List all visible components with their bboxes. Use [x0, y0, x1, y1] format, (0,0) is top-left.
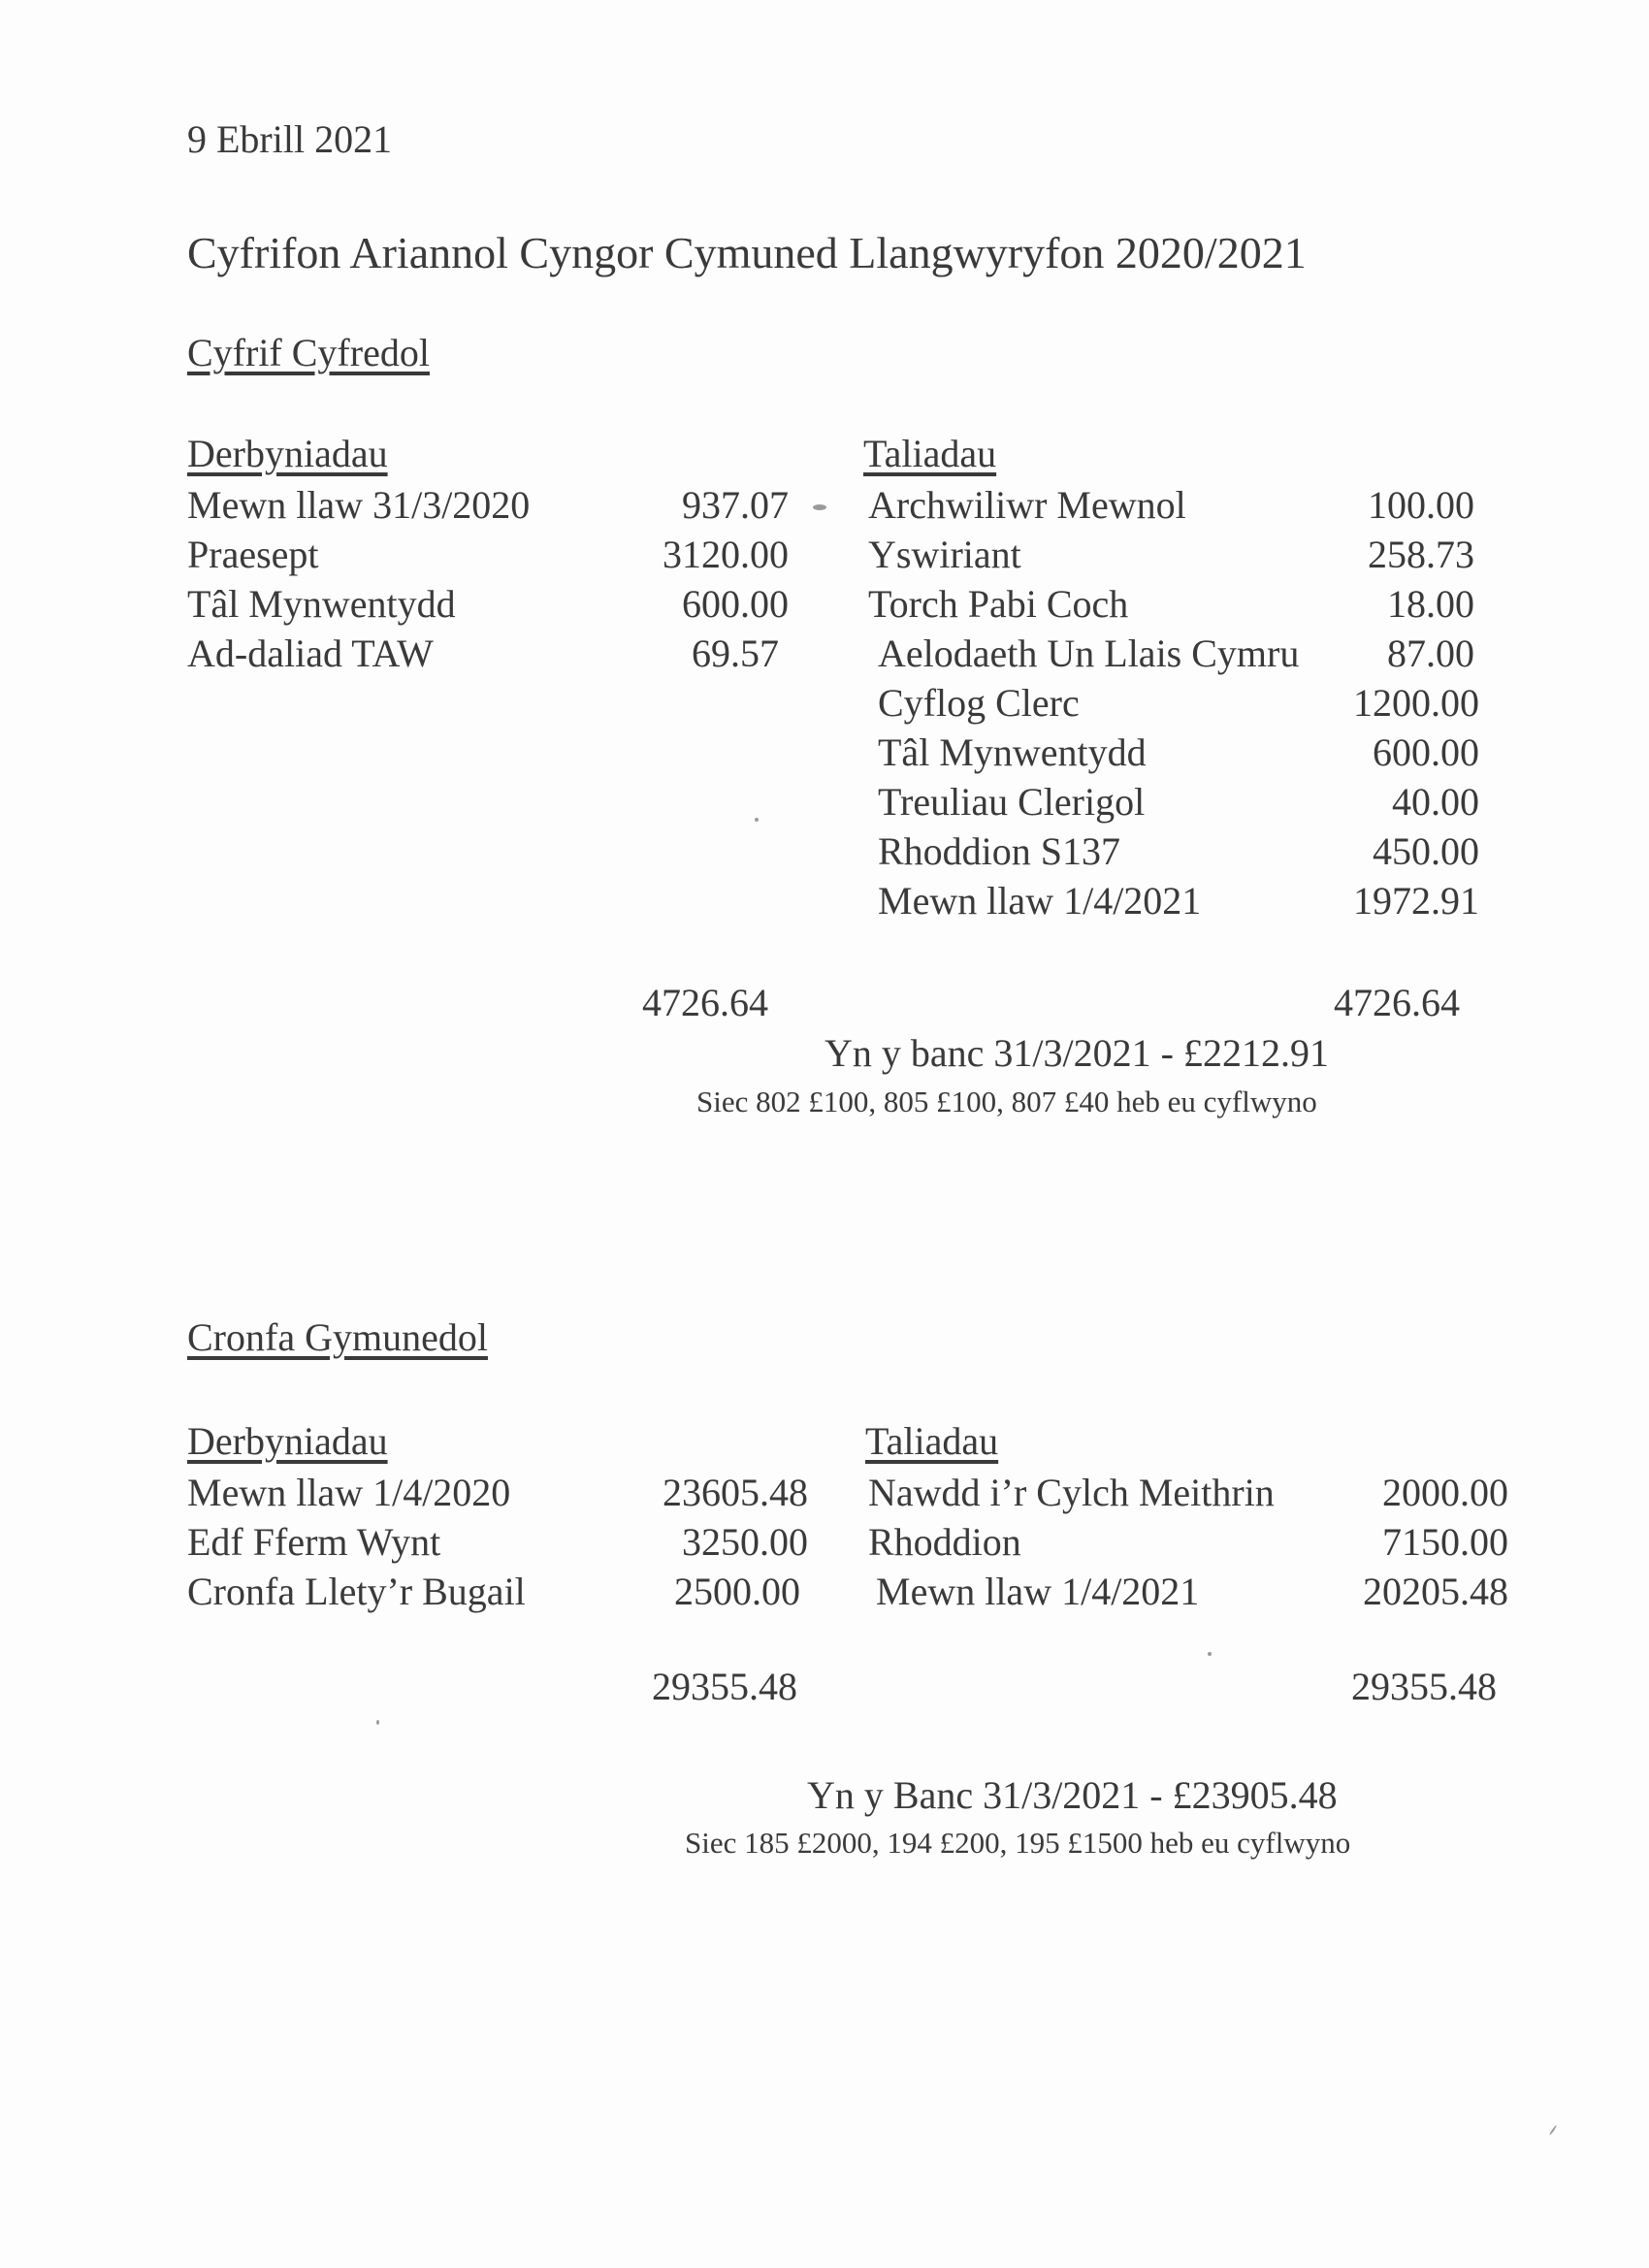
receipt-label: Ad-daliad TAW: [187, 632, 434, 675]
community-payments-list: [868, 1468, 1508, 1616]
table-row: [868, 678, 1479, 728]
receipt-label: Edf Fferm Wynt: [187, 1520, 441, 1564]
table-row: [868, 579, 1479, 629]
payment-amount: 1200.00: [1353, 681, 1479, 725]
payment-label: Cyflog Clerc: [878, 681, 1080, 725]
payment-label: Mewn llaw 1/4/2021: [878, 879, 1202, 923]
community-fund-heading: Cronfa Gymunedol: [187, 1315, 488, 1359]
receipt-label: Mewn llaw 31/3/2020: [187, 483, 531, 527]
payment-label: Nawdd i’r Cylch Meithrin: [868, 1471, 1275, 1514]
payment-amount: 20205.48: [1363, 1570, 1508, 1613]
general-receipts-total: 4726.64: [642, 981, 768, 1024]
payment-amount: 40.00: [1392, 780, 1479, 824]
payment-label: Yswiriant: [868, 533, 1021, 576]
document-date: 9 Ebrill 2021: [187, 117, 393, 161]
payment-label: Tâl Mynwentydd: [878, 730, 1147, 774]
payment-label: Torch Pabi Coch: [868, 582, 1129, 626]
general-outstanding-cheques: Siec 802 £100, 805 £100, 807 £40 heb eu cyflwyno: [696, 1085, 1317, 1118]
payment-label: Treuliau Clerigol: [878, 780, 1146, 824]
payment-label: Rhoddion S137: [878, 829, 1121, 873]
community-payments-label: Taliadau: [865, 1419, 999, 1463]
payment-label: Rhoddion: [868, 1520, 1021, 1564]
receipt-label: Cronfa Llety’r Bugail: [187, 1570, 526, 1613]
community-bank-balance: Yn y Banc 31/3/2021 - £23905.48: [807, 1773, 1338, 1817]
community-outstanding-cheques: Siec 185 £2000, 194 £200, 195 £1500 heb eu cyflwyno: [685, 1826, 1351, 1860]
general-receipts-label: Derbyniadau: [187, 432, 388, 475]
receipt-amount: 69.57: [692, 632, 779, 675]
community-payments-total: 29355.48: [1351, 1665, 1497, 1708]
payment-amount: 258.73: [1368, 533, 1474, 576]
receipt-amount: 937.07: [682, 483, 789, 527]
table-row: [187, 480, 789, 530]
scan-speck: [376, 1720, 379, 1725]
receipt-label: Tâl Mynwentydd: [187, 582, 456, 626]
table-row: [187, 1468, 808, 1517]
payment-amount: 1972.91: [1353, 879, 1479, 923]
table-row: [868, 876, 1479, 925]
receipt-amount: 600.00: [682, 582, 789, 626]
community-receipts-total: 29355.48: [652, 1665, 797, 1708]
community-receipts-list: [187, 1468, 808, 1616]
scan-speck: [813, 504, 826, 510]
table-row: [868, 777, 1479, 826]
receipt-amount: 2500.00: [674, 1570, 800, 1613]
general-payments-label: Taliadau: [863, 432, 997, 475]
scan-speck: [755, 818, 759, 822]
table-row: [868, 1468, 1508, 1517]
general-bank-balance: Yn y banc 31/3/2021 - £2212.91: [824, 1031, 1329, 1075]
receipt-amount: 3250.00: [682, 1520, 808, 1564]
table-row: [868, 480, 1479, 530]
receipt-label: Mewn llaw 1/4/2020: [187, 1471, 511, 1514]
table-row: [868, 629, 1479, 678]
general-payments-total: 4726.64: [1334, 981, 1460, 1024]
table-row: [868, 826, 1479, 876]
table-row: [187, 1517, 808, 1567]
payment-amount: 600.00: [1373, 730, 1479, 774]
payment-amount: 2000.00: [1382, 1471, 1508, 1514]
table-row: [868, 728, 1479, 777]
receipt-label: Praesept: [187, 533, 319, 576]
payment-amount: 7150.00: [1382, 1520, 1508, 1564]
table-row: [187, 579, 789, 629]
scan-speck: [1208, 1652, 1212, 1656]
table-row: [868, 530, 1479, 579]
general-receipts-list: [187, 480, 789, 678]
payment-amount: 18.00: [1387, 582, 1474, 626]
community-receipts-label: Derbyniadau: [187, 1419, 388, 1463]
payment-label: Archwiliwr Mewnol: [868, 483, 1186, 527]
table-row: [868, 1567, 1508, 1616]
payment-amount: 87.00: [1387, 632, 1474, 675]
payment-label: Aelodaeth Un Llais Cymru: [878, 632, 1300, 675]
document-title: Cyfrifon Ariannol Cyngor Cymuned Llangwyryfon 2020/2021: [187, 228, 1307, 277]
receipt-amount: 3120.00: [663, 533, 789, 576]
scan-speck: [1549, 2125, 1558, 2136]
receipt-amount: 23605.48: [663, 1471, 808, 1514]
payment-amount: 100.00: [1368, 483, 1474, 527]
table-row: [187, 629, 789, 678]
general-payments-list: [868, 480, 1479, 925]
table-row: [868, 1517, 1508, 1567]
payment-label: Mewn llaw 1/4/2021: [876, 1570, 1200, 1613]
table-row: [187, 530, 789, 579]
payment-amount: 450.00: [1373, 829, 1479, 873]
general-account-heading: Cyfrif Cyfredol: [187, 331, 430, 374]
table-row: [187, 1567, 808, 1616]
